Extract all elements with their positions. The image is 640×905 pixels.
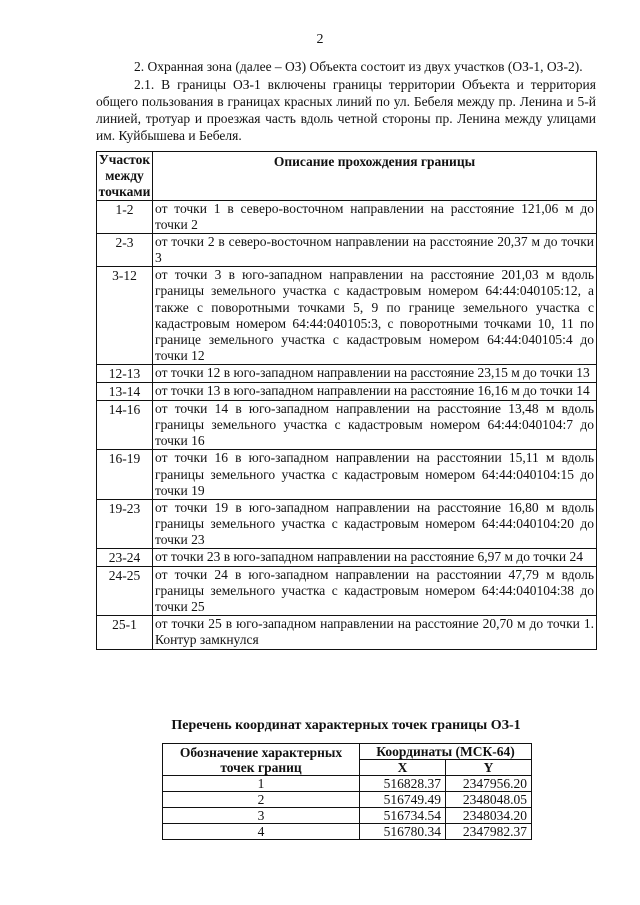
table-row [97, 201, 597, 234]
table-row [97, 267, 597, 365]
coordinates-section-title: Перечень координат характерных точек границы ОЗ-1 [171, 718, 521, 733]
description-cell: от точки 14 в юго-западном направлении на расстояние 13,48 м вдоль границы земельного участка с кадастровым номером 64:44:040104:7 до точки 16 [153, 401, 597, 450]
header-x: X [360, 760, 446, 776]
description-cell: от точки 1 в северо-восточном направлении на расстояние 121,06 м до точки 2 [153, 201, 597, 234]
point-cell: 4 [163, 824, 360, 840]
table-row [97, 567, 597, 616]
segment-cell: 16-19 [97, 450, 153, 499]
paragraph-zone-boundaries: 2.1. В границы ОЗ-1 включены границы территории Объекта и территория общего пользования в границах красных линий по ул. Бебеля между пр. Ленина и 5-й линией, тротуар и проезжая часть вдоль четной стороны пр. Ленина между улицами им. Куйбышева и Бебеля. [96, 77, 596, 143]
table-row [97, 364, 597, 382]
table-row [97, 234, 597, 267]
header-segment: Участок между точками [97, 152, 153, 201]
table-row [163, 776, 532, 792]
x-cell: 516734.54 [360, 808, 446, 824]
description-cell: от точки 19 в юго-западном направлении на расстояние 16,80 м вдоль границы земельного участка с кадастровым номером 64:44:040104:20 до точки 23 [153, 499, 597, 548]
description-cell: от точки 25 в юго-западном направлении на расстояние 20,70 м до точки 1. Контур замкнулся [153, 616, 597, 649]
x-cell: 516780.34 [360, 824, 446, 840]
description-cell: от точки 23 в юго-западном направлении на расстояние 6,97 м до точки 24 [153, 548, 597, 566]
y-cell: 2348048.05 [446, 792, 532, 808]
description-cell: от точки 12 в юго-западном направлении на расстояние 23,15 м до точки 13 [153, 364, 597, 382]
description-cell: от точки 3 в юго-западном направлении на расстояние 201,03 м вдоль границы земельного участка с кадастровым номером 64:44:040105:12, а также с поворотными точками 5, 9 по границе земельного участка с кадастровым номером 64:44:040105:3, с поворотными точками 10, 11 по границе земельного участка с кадастровым номером 64:44:040105:4 до точки 12 [153, 267, 597, 365]
header-description: Описание прохождения границы [153, 152, 597, 201]
x-cell: 516828.37 [360, 776, 446, 792]
segment-cell: 14-16 [97, 401, 153, 450]
y-cell: 2348034.20 [446, 808, 532, 824]
coordinates-table [162, 743, 532, 840]
segment-cell: 25-1 [97, 616, 153, 649]
table-row [163, 808, 532, 824]
table-row [97, 450, 597, 499]
description-cell: от точки 13 в юго-западном направлении на расстояние 16,16 м до точки 14 [153, 383, 597, 401]
segment-cell: 24-25 [97, 567, 153, 616]
segment-cell: 12-13 [97, 364, 153, 382]
table-row [97, 401, 597, 450]
point-cell: 1 [163, 776, 360, 792]
table-row [97, 616, 597, 649]
y-cell: 2347956.20 [446, 776, 532, 792]
segment-cell: 3-12 [97, 267, 153, 365]
table-row [163, 792, 532, 808]
coord-header-row [163, 744, 532, 760]
segment-cell: 13-14 [97, 383, 153, 401]
point-cell: 2 [163, 792, 360, 808]
header-y: Y [446, 760, 532, 776]
point-cell: 3 [163, 808, 360, 824]
description-cell: от точки 24 в юго-западном направлении на расстоянии 47,79 м вдоль границы земельного участка с кадастровым номером 64:44:040104:38 до точки 25 [153, 567, 597, 616]
table-row [97, 548, 597, 566]
page-number: 2 [316, 32, 324, 47]
segment-cell: 1-2 [97, 201, 153, 234]
table-row [163, 824, 532, 840]
y-cell: 2347982.37 [446, 824, 532, 840]
segment-cell: 19-23 [97, 499, 153, 548]
header-point-name: Обозначение характерных точек границ [163, 744, 360, 776]
segment-cell: 23-24 [97, 548, 153, 566]
x-cell: 516749.49 [360, 792, 446, 808]
header-coordinates: Координаты (МСК-64) [360, 744, 532, 760]
segment-cell: 2-3 [97, 234, 153, 267]
description-cell: от точки 16 в юго-западном направлении на расстоянии 15,11 м вдоль границы земельного участка с кадастровым номером 64:44:040104:15 до точки 19 [153, 450, 597, 499]
boundary-description-table [96, 151, 597, 650]
table-row [97, 383, 597, 401]
paragraph-security-zone: 2. Охранная зона (далее – ОЗ) Объекта состоит из двух участков (ОЗ-1, ОЗ-2). [134, 59, 583, 74]
description-cell: от точки 2 в северо-восточном направлении на расстояние 20,37 м до точки 3 [153, 234, 597, 267]
table-row [97, 499, 597, 548]
table-header-row [97, 152, 597, 201]
